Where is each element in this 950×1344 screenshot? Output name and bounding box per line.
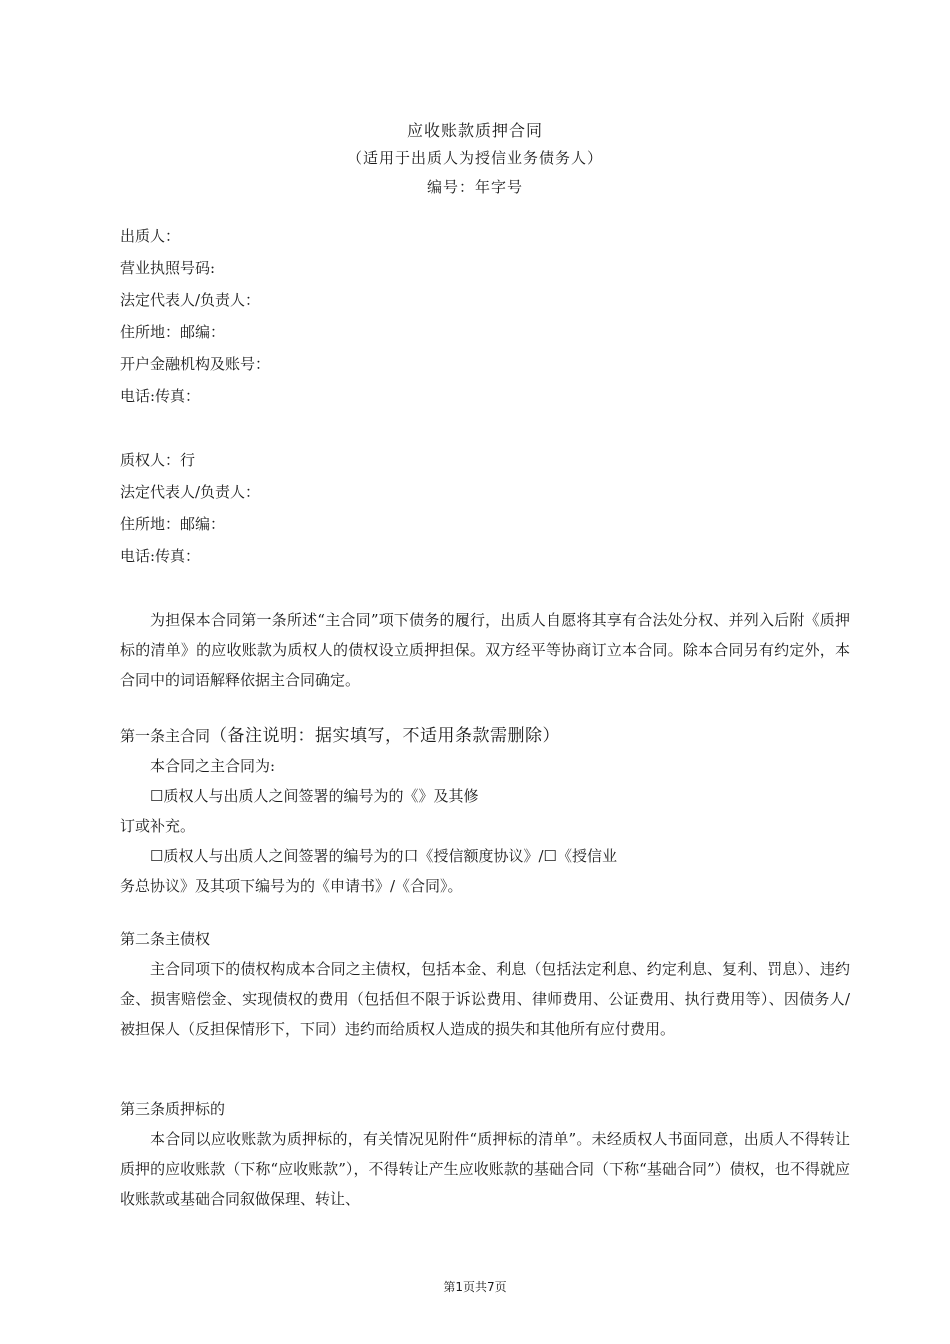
article-1-note: （备注说明：据实填写，不适用条款需删除） [210,726,561,746]
document-subtitle: （适用于出质人为授信业务债务人） [346,149,603,167]
pledgee-legal-rep: 法定代表人/负责人： [120,483,261,501]
article-3 [120,1094,850,1214]
article-1 [120,721,850,901]
article-1-option-2-line-1: ☐质权人与出质人之间签署的编号为的口《授信额度协议》/☐《授信业 [150,847,617,865]
pledgor-license: 营业执照号码: [120,259,216,277]
pledgor-section [120,220,850,412]
article-1-option-1-line-2: 订或补充。 [120,817,196,835]
article-2 [120,924,850,1044]
article-1-option-2-line-2: 务总协议》及其项下编号为的《申请书》/《合同》。 [120,877,463,895]
pledgor-legal-rep: 法定代表人/负责人： [120,291,261,309]
pledgor-name: 出质人： [120,227,181,245]
pledgee-name: 质权人：行 [120,451,196,469]
pledgee-section [120,444,850,572]
pledgee-phone-fax: 电话:传真： [120,547,201,565]
article-3-heading: 第三条质押标的 [120,1100,226,1118]
document-title: 应收账款质押合同 [406,121,543,140]
pledgor-bank-account: 开户金融机构及账号： [120,355,271,373]
article-1-heading [120,721,850,751]
article-1-option-1-line-1: ☐质权人与出质人之间签署的编号为的《》及其修 [150,787,479,805]
article-2-body: 主合同项下的债权构成本合同之主债权，包括本金、利息（包括法定利息、约定利息、复利、罚息）、违约金、损害赔偿金、实现债权的费用（包括但不限于诉讼费用、律师费用、公证费用、执行费用等）、因债务人/被担保人（反担保情形下，下同）违约而给质权人造成的损失和其他所有应付费用。 [120,960,850,1038]
article-1-intro: 本合同之主合同为: [150,757,276,775]
document-number: 编号：年字号 [426,178,523,196]
preamble-paragraph: 为担保本合同第一条所述“主合同”项下债务的履行，出质人自愿将其享有合法处分权、并列入后附《质押标的清单》的应收账款为质权人的债权设立质押担保。双方经平等协商订立本合同。除本合同另有约定外，本合同中的词语解释依据主合同确定。 [120,611,850,689]
article-3-body: 本合同以应收账款为质押标的，有关情况见附件“质押标的清单”。未经质权人书面同意，出质人不得转让质押的应收账款（下称“应收账款”），不得转让产生应收账款的基础合同（下称“基础合同”）债权，也不得就应收账款或基础合同叙做保理、转让、 [120,1130,850,1208]
pledgee-address: 住所地：邮编： [120,515,226,533]
page-footer: 第1页共7页 [443,1280,507,1294]
article-1-title: 第一条主合同 [120,727,211,745]
pledgor-address: 住所地：邮编： [120,323,226,341]
pledgor-phone-fax: 电话:传真： [120,387,201,405]
article-2-heading: 第二条主债权 [120,930,211,948]
